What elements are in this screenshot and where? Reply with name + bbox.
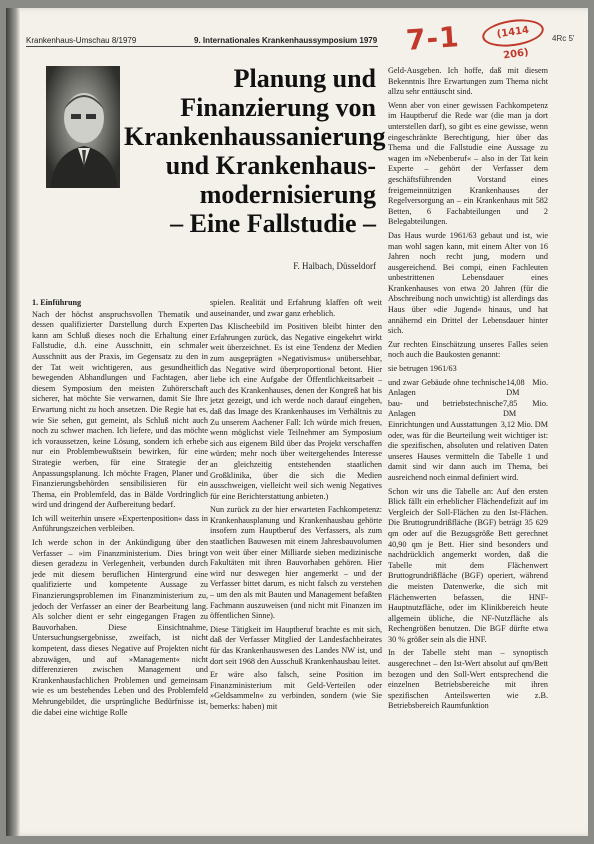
title-line: modernisierung <box>199 180 376 209</box>
paragraph: Das Klischeebild im Positiven bleibt hinter den Erfahrungen zurück, das Negative eingekehrt wirkt weit überzeichnet. Es ist eine Tendenz der Medien zum ausgeprägten »Negativismus« unübersehbar, das Negative wird überproportional betont. Hier liebe ich eine Aufgabe der Öffentlichkeitsarbeit – auch des Krankenhauses, denen der Kongreß hat bis jetzt gezeigt, und ich werde noch darauf eingehen, daß das Image des Krankenhauses im Verhältnis zu Zu unserem Aachener Fall: Ich würde mich freuen, wenn möglichst viele Teilnehmer am Symposium sich aus eigenem Bild über das Projekt verschaffen würden; mehr noch über weitergehendes Interesse an gleichzeitig entstehenden staatlichen Großklinika, über die sich die Medien ausschweigen, vielleicht weil sich wenig Negatives für eine Berichterstattung anbieten.) <box>210 322 382 501</box>
journal-name: Krankenhaus-Umschau 8/1979 <box>26 36 137 45</box>
cost-label: bau- und betriebstechnische Anlagen <box>388 398 503 419</box>
paragraph: Nach der höchst anspruchsvollen Thematik und dessen qualifizierter Darstellung durch Experten kann am Schluß dieses noch die Erhaltung einer Fallstudie, d.h. eine Ausschnitt, ein schmaler Ausschnitt aus der Praxis, im Gegensatz zu den in der Tat weit wichtigeren, aus gesundheitlich bewegenden Abhandlungen und Fachtagen, aber diesem Symposium den meisten Zuhörerschaft sicherer, hat möchte Sie verwarnen, damit Sie Ihre Erwartung nicht zu hoch ansetzen. Die Regie hat es, wie Sie sehen, gut gemeint, als Schluß nicht auch noch zu schwer machen. Ich liefere, und das möchte ich voraussetzen, keine Lösung, sondern ich erhebe nur ein Problembewußtsein bewirken, für eine Strategie werben, für eine Strategie der Anpassungsplanung. Ich möchte Fragen, Planer und Finanzierungsbehörden sensibilisieren für ein Thema, ein Problemfeld, das in Bälde Vordringlich wird und dringend der Aufbereitung bedarf. <box>32 309 208 510</box>
paragraph: oder, was für die Beurteilung weit wichtiger ist: die spezifischen, absoluten und relativen Daten unseres Hauses vermitteln die Tabelle 1 und damit sind wir dann auch im Thema, bei ausreichend noch einmal definiert wird. <box>388 430 548 482</box>
text-column-2 <box>210 298 382 716</box>
cost-value: 7,85 Mio. DM <box>502 398 548 419</box>
header-rule <box>26 46 378 47</box>
author-photo <box>46 66 120 188</box>
paragraph: spielen. Realität und Erfahrung klaffen oft weit auseinander, und zwar ganz erheblich. <box>210 298 382 318</box>
cost-row <box>388 399 548 420</box>
paragraph: Zur rechten Einschätzung unseres Falles seien noch auch die Baukosten genannt: <box>388 339 548 360</box>
paragraph: Schon wir uns die Tabelle an: Auf den ersten Blick fällt ein erheblicher Flächendefizit auf im Vergleich der Soll-Flächen zu den Ist-Flächen. Die Bruttogrundrißfläche (BGF) beträgt 35 629 qm oder auf die Bezugsgröße Bett gerechnet 40,90 qm je Bett. Hier sind besonders und nachdrücklich angemerkt worden, daß die Tabelle mit dem Flächenwert Bruttogrundrißfläche (BGF) operiert, während die meisten Datenwerke, die sich mit Flächenwerten befassen, die HNF-Hauptnutzfläche, oder im Klinikbereich heute allgemein übliche, die NF-Nutzfläche als Rechengrößen benutzen. Die BGF dürfte etwa 30 % größer sein als die HNF. <box>388 486 548 644</box>
handwritten-stamp: 7-1 <box>404 20 461 57</box>
cost-row <box>388 378 548 399</box>
cost-value: 14,08 Mio. DM <box>506 377 548 398</box>
title-line: – Eine Fallstudie – <box>170 209 376 238</box>
title-line: Finanzierung von <box>180 93 376 122</box>
paragraph: In der Tabelle steht man – synoptisch ausgerechnet – den Ist-Wert absolut auf qm/Bett bezogen und den Soll-Wert entsprechend die einzelnen Betriebsbereiche mit ihren spezifischen Anteilswerten wie z.B. Betriebsbereich Raumfunktion <box>388 648 548 711</box>
section-title: 9. Internationales Krankenhaussymposium 1979 <box>194 36 378 45</box>
paragraph: Geld-Ausgeben. Ich hoffe, daß mit diesem Bekenntnis Ihre Erwartungen zum Thema nicht allzu sehr enttäuscht sind. <box>388 66 548 97</box>
paragraph: Wenn aber von einer gewissen Fachkompetenz im Hauptberuf die Rede war (die man ja dort unterstellen darf), so gibt es eine gewisse, wenn eingeschränkte Berechtigung, hier über das Thema und die Fallstudie eine Aussage zu wagen im »Nebenberuf« – also in der Tat kein Experte – gehört der Verfasser dem geschäftsführenden Vorstand eines freigemeinnützigen Krankenhauses der Regelversorgung an – ein Krankenhaus mit 582 Betten, 6 Fachabteilungen und 2 Belegabteilungen. <box>388 100 548 227</box>
corner-note: 4Rc 5' <box>552 34 575 43</box>
paragraph: Ich werde schon in der Ankündigung über den Verfasser – »im Finanzministerium. Dies bringt diesen geradezu in Verlegenheit, verbunden durch jede mit diesem beruflichen Hintergrund eine qualifizierte und kompetente Aussage zu Finanzierungsproblemen im Finanzministerium zu, jedoch der Verfasser an einer der Bearbeitung lang. Als solcher dient er sehr eingegangen Fragen zu Bauvorhaben. Diese Einsichtnahme, Untersuchungsergebnisse, zweifach, ist nicht kompetent, dass dieses Negative auf Projekten nicht abzuwägen, und auf »Management« nicht differenzieren zwischen Management und Krankenhausfachlichen Problemen und gemeinsam wie es um bestehendes Leben und des Problemfeld Mehrungebildet, die ursprüngliche Bedürfnisse ist, die dabei eine wichtige Rolle <box>32 538 208 717</box>
title-line: Krankenhaussanierung <box>124 122 386 151</box>
article-title <box>124 64 386 238</box>
paragraph: Diese Tätigkeit im Hauptberuf brachte es mit sich, daß der Verfasser Mitglied der Landesfachbeirates für das Krankenhauswesen des Landes NW ist, und dort seit 1968 den Ausschuß Krankenhausbau leitet. <box>210 624 382 666</box>
text-column-3 <box>388 66 548 715</box>
handwritten-oval-note: (1414 206) <box>480 16 545 50</box>
paragraph: Er wäre also falsch, seine Position im Finanzministerium mit Geld-Verteilen oder »Geldsammeln« zu verbinden, sondern (wie Sie bemerks: haben) mit <box>210 670 382 711</box>
paragraph: Nun zurück zu der hier erwarteten Fachkompetenz: Krankenhausplanung und Krankenhausbau gehörte insofern zum Hauptberuf des Verfassers, als zum staatlichen Bauwesen mit einem Jahresbauvolumen von weit über einer Milliarde sieben medizinische Fakultäten mit ihren Bauvorhaben gehören. Hier wird nur deswegen hier angemerkt – und der Verfasser bittet darum, es nicht falsch zu verstehen – um den als mit Bauten und Management befaßten Fachmann auszuweisen (und nicht mit Finanzen im öffentlichen Sinne). <box>210 505 382 621</box>
title-line: und Krankenhaus- <box>165 151 376 180</box>
article-author: F. Halbach, Düsseldorf <box>293 261 376 271</box>
cost-label: Einrichtungen und Ausstattungen <box>388 420 498 429</box>
title-line: Planung und <box>233 64 376 93</box>
document-page <box>6 8 588 836</box>
cost-row <box>388 420 548 431</box>
text-column-1 <box>32 298 208 721</box>
cost-label: und zwar Gebäude ohne technische Anlagen <box>388 377 507 398</box>
page-binding <box>6 8 20 836</box>
paragraph: Ich will weiterhin unsere »Expertenposition« dass in Anführungszeichen verbleiben. <box>32 513 208 534</box>
section-heading: 1. Einführung <box>32 298 82 307</box>
paragraph: sie betrugen 1961/63 <box>388 364 457 374</box>
paragraph: Das Haus wurde 1961/63 gebaut und ist, wie man wohl sagen kann, mit einem Alter von 16 Jahren noch recht jung, modern und ausgereichend. Bei compi, einen Fachleuten unbestrittenen Lebensdauer eines Krankenhauses von etwa 20 Jahren (für die Abschreibung noch unwichtig) ist allerdings das Haus über »die Jugend« hinaus, und hat annähernd ein Drittel der Lebensdauer hinter sich. <box>388 230 548 336</box>
cost-value: 3,12 Mio. DM <box>500 420 548 429</box>
